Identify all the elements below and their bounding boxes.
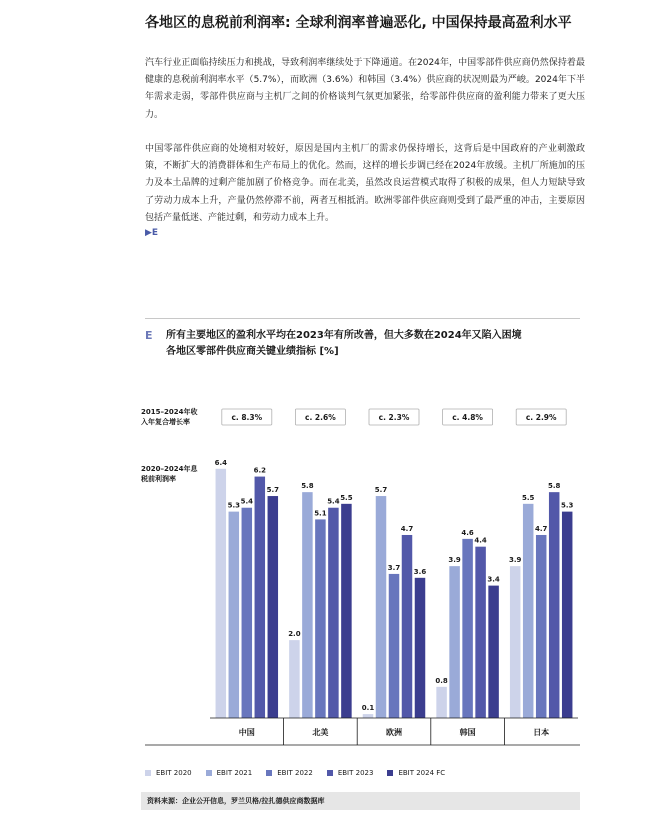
bar bbox=[363, 714, 374, 718]
bar bbox=[436, 687, 447, 718]
data-label: 5.5 bbox=[521, 493, 535, 502]
bar bbox=[449, 566, 460, 718]
bar bbox=[562, 512, 573, 718]
legend-label: EBIT 2020 bbox=[156, 769, 192, 777]
legend-item bbox=[206, 769, 253, 777]
data-label: 5.7 bbox=[266, 486, 280, 495]
bar bbox=[255, 477, 265, 718]
data-label: 3.9 bbox=[448, 556, 461, 565]
bar bbox=[216, 469, 227, 718]
data-label: 4.4 bbox=[474, 536, 487, 545]
data-label: 5.7 bbox=[374, 486, 388, 495]
bar bbox=[415, 578, 426, 718]
data-label: 5.4 bbox=[327, 497, 340, 506]
cagr-label-line: 入年复合增长率 bbox=[141, 418, 190, 426]
legend-label: EBIT 2023 bbox=[337, 769, 374, 777]
bar bbox=[523, 504, 534, 718]
bar bbox=[389, 574, 400, 718]
bar bbox=[229, 512, 240, 718]
cagr-label-line: 2015–2024年收 bbox=[141, 408, 198, 416]
data-label: 5.3 bbox=[227, 501, 241, 510]
bar bbox=[242, 508, 253, 718]
body-paragraph-2: 中国零部件供应商的处境相对较好，原因是国内主机厂的需求仍保持增长，这背后是中国政府的产业刺激政策，不断扩大的消费群体和生产布局上的优化。然而，这样的增长步调已经在2024年放缓。主机厂所施加的压力及本土品牌的过剩产能加剧了价格竞争。而在北美，虽然改良运营模式取得了积极的成果，但人力短缺导致了劳动力成本上升，产量仍然停滞不前，两者互相抵消。欧洲零部件供应商则受到了最严重的冲击，主要原因包括产量低迷、产能过剩，和劳动力成本上升。 bbox=[145, 144, 585, 223]
page-heading: 各地区的息税前利润率: 全球利润率普遍恶化, 中国保持最高盈利水平 bbox=[145, 15, 572, 31]
data-label: 0.8 bbox=[435, 676, 448, 685]
exhibit-title: 所有主要地区的盈利水平均在2023年有所改善，但大多数在2024年又陷入困境 bbox=[166, 330, 522, 341]
data-label: 3.9 bbox=[508, 556, 522, 565]
data-label: 3.6 bbox=[413, 567, 427, 576]
legend-label: EBIT 2024 FC bbox=[398, 769, 446, 777]
data-label: 5.8 bbox=[547, 482, 561, 491]
cagr-value: c. 4.8% bbox=[452, 413, 483, 422]
data-label: 0.1 bbox=[361, 704, 375, 713]
data-label: 5.4 bbox=[240, 497, 254, 506]
legend-item bbox=[145, 769, 192, 777]
legend-swatch bbox=[387, 770, 393, 776]
data-label: 3.7 bbox=[387, 563, 401, 572]
cagr-value: c. 2.3% bbox=[378, 413, 410, 422]
category-label: 欧洲 bbox=[386, 728, 402, 737]
data-label: 4.7 bbox=[400, 524, 414, 533]
data-label: 5.3 bbox=[560, 501, 574, 510]
legend-swatch bbox=[206, 770, 212, 776]
data-label: 5.8 bbox=[301, 482, 314, 491]
category-label: 韩国 bbox=[459, 728, 476, 737]
cagr-value: c. 8.3% bbox=[231, 413, 263, 422]
bar bbox=[289, 640, 300, 718]
data-label: 5.5 bbox=[340, 493, 353, 502]
legend-swatch bbox=[327, 770, 333, 776]
source-note: 资料来源：企业公开信息，罗兰贝格/拉扎德供应商数据库 bbox=[141, 792, 580, 810]
bar bbox=[268, 496, 279, 718]
data-label: 2.0 bbox=[288, 630, 301, 639]
legend-item bbox=[266, 769, 313, 777]
bar bbox=[315, 519, 326, 718]
data-label: 3.4 bbox=[487, 575, 500, 584]
legend-item bbox=[387, 769, 445, 777]
legend-swatch bbox=[145, 770, 151, 776]
bar bbox=[549, 492, 560, 718]
bar bbox=[536, 535, 547, 718]
legend-label: EBIT 2022 bbox=[277, 769, 313, 777]
bar bbox=[302, 492, 313, 718]
bar bbox=[328, 508, 339, 718]
legend-item bbox=[327, 769, 374, 777]
legend-label: EBIT 2021 bbox=[216, 769, 253, 777]
exhibit-reference-link[interactable]: ▶E bbox=[145, 228, 159, 238]
y-axis-label-line: 税前利润率 bbox=[141, 475, 176, 483]
data-label: 5.1 bbox=[314, 509, 327, 518]
cagr-value: c. 2.9% bbox=[525, 413, 557, 422]
bar bbox=[510, 566, 521, 718]
bar bbox=[376, 496, 387, 718]
data-label: 6.4 bbox=[214, 458, 228, 467]
bar bbox=[402, 535, 413, 718]
bar bbox=[488, 586, 499, 718]
exhibit-subtitle: 各地区零部件供应商关键业绩指标 [%] bbox=[166, 346, 339, 357]
category-label: 日本 bbox=[533, 728, 550, 737]
data-label: 4.7 bbox=[534, 524, 548, 533]
exhibit-letter: E bbox=[145, 329, 153, 342]
bar bbox=[475, 547, 486, 718]
data-label: 4.6 bbox=[461, 528, 474, 537]
category-label: 北美 bbox=[312, 728, 329, 737]
bar bbox=[462, 539, 473, 718]
y-axis-label-line: 2020–2024年息 bbox=[141, 465, 198, 473]
bar bbox=[341, 504, 352, 718]
data-label: 6.2 bbox=[253, 466, 267, 475]
chart-legend bbox=[145, 766, 445, 780]
category-label: 中国 bbox=[238, 728, 255, 737]
cagr-value: c. 2.6% bbox=[305, 413, 336, 422]
legend-swatch bbox=[266, 770, 272, 776]
body-paragraph-1: 汽车行业正面临持续压力和挑战，导致利润率继续处于下降通道。在2024年，中国零部件供应商仍然保持着最健康的息税前利润率水平（5.7%），而欧洲（3.6%）和韩国（3.4%）供应商的状况则最为严峻。2024年下半年需求走弱，零部件供应商与主机厂之间的价格谈判气氛更加紧张，给零部件供应商的盈利能力带来了更大压力。 bbox=[145, 58, 585, 120]
